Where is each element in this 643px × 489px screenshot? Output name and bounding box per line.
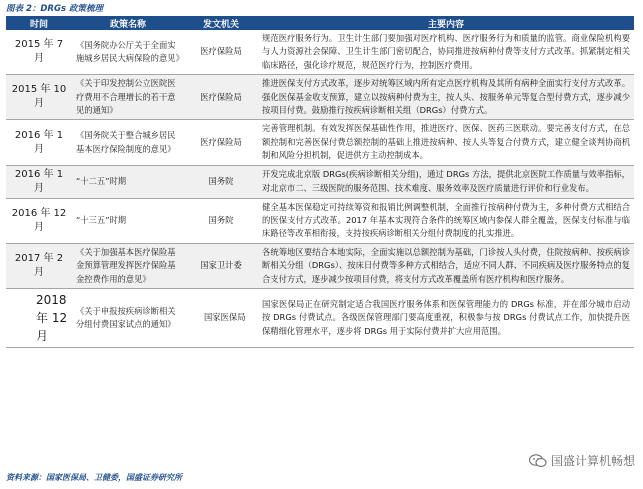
watermark: [529, 452, 635, 469]
row-policy-name: 《关于加强基本医疗保险基金预算管理发挥医疗保险基金控费作用的意见》: [76, 246, 176, 284]
table-row: [6, 120, 634, 165]
row-issuing-agency: 医疗保险局: [200, 136, 242, 147]
row-issuing-agency: 医疗保险局: [200, 46, 242, 57]
header-main-content: 主要内容: [427, 19, 464, 30]
row-issuing-agency: 医疗保险局: [200, 91, 242, 102]
header-time: 时间: [29, 19, 48, 30]
policy-table: [6, 16, 634, 348]
table-header-row: [6, 16, 634, 30]
source-note: 资料来源：国家医保局、卫健委，国盛证券研究所: [6, 473, 182, 482]
row-main-content: 各统筹地区要结合本地实际，全面实施以总额控制为基础，门诊按人头付费，住院按病种、按疾病诊断相关分组（DRGs）、按床日付费等多种方式相结合，适应不同人群、不同疾病及医疗服务特点的复合支付方式，逐步减少按项目付费，将支付方式改革覆盖所有医疗机构和医疗服务。: [262, 246, 630, 284]
row-time: 2015 年 10 月: [11, 84, 67, 110]
row-main-content: 开发完成北京版 DRGs(疾病诊断相关分组)，通过 DRGs 方法，提供北京医院工作质量与效率指标，对北京市二、三级医院的服务范围、技术难度、服务效率及医疗质量进行评价和行业发布。: [262, 169, 630, 193]
row-issuing-agency: 国务院: [208, 175, 234, 186]
policy-table-container: [6, 16, 634, 348]
row-main-content: 推进医保支付方式改革，逐步对统筹区域内所有定点医疗机构及其所有病种全面实行支付方式改革。强化医保基金收支预算，建立以按病种付费为主，按人头、按服务单元等复合型付费方式，逐步减少按项目付费。鼓励推行按疾病诊断相关组（DRGs）付费方式。: [262, 78, 630, 116]
row-time: 2016 年 12 月: [11, 207, 67, 233]
wechat-icon: [529, 454, 547, 468]
table-row: [6, 30, 634, 75]
row-policy-name: 《国务院办公厅关于全面实施城乡居民大病保险的意见》: [76, 39, 184, 64]
table-row: [6, 165, 634, 198]
row-issuing-agency: 国务院: [208, 215, 234, 226]
row-issuing-agency: 国家卫计委: [200, 260, 242, 271]
table-row: [6, 243, 634, 288]
row-policy-name: 《关于印发控制公立医院医疗费用不合理增长的若干意见的通知》: [76, 78, 176, 116]
row-issuing-agency: 国家医保局: [204, 312, 246, 323]
row-time: 2017 年 2 月: [14, 252, 64, 278]
table-row: [6, 198, 634, 243]
header-issuing-agency: 发文机关: [202, 19, 239, 30]
row-main-content: 完善管理机制。有效发挥医保基础性作用，推进医疗、医保、医药三医联动。要完善支付方式，在总额控制和完善医保付费总额控制的基础上推进按病种、按人头等复合付费方式，建立健全谈判协商机制和风险分担机制，促进供方主动控制成本。: [262, 123, 630, 161]
row-main-content: 规范医疗服务行为。卫生计生部门要加强对医疗机构、医疗服务行为和质量的监管。商业保险机构要与人力资源社会保障、卫生计生部门密切配合，协同推进按病种付费等支付方式改革。抓紧制定相关临床路径，强化诊疗规范，规范医疗行为，控制医疗费用。: [262, 33, 630, 70]
header-policy-name: 政策名称: [109, 19, 146, 30]
table-row: [6, 289, 634, 348]
row-main-content: 国家医保局正在研究制定适合我国医疗服务体系和医保管理能力的 DRGs 标准，并在部分城市启动按 DRGs 付费试点。各级医保管理部门要高度重视，积极参与按 DRGs 付费试点工作，加快提升医保精细化管理水平，逐步将 DRGs 用于实际付费并扩大应用范围。: [262, 298, 630, 336]
row-time: 2018 年 12 月: [36, 293, 68, 344]
table-row: [6, 75, 634, 120]
row-main-content: 健全基本医保稳定可持续筹资和报销比例调整机制，全面推行按病种付费为主，多种付费方式相结合的医保支付方式改革。2017 年基本实现符合条件的统筹区域内参保人群全覆盖，医保支付标准与临床路径等改革相衔接，支持按疾病诊断相关分组付费制度的扎实推进。: [262, 201, 630, 239]
row-time: 2016 年 1 月: [14, 168, 64, 194]
table-caption: 图表 2：DRGs 政策梳理: [6, 4, 103, 14]
row-policy-name: 《国务院关于整合城乡居民基本医疗保险制度的意见》: [76, 130, 176, 154]
row-policy-name: “十三五”时期: [76, 215, 127, 226]
row-policy-name: 《关于申报按疾病诊断相关分组付费国家试点的通知》: [76, 305, 176, 330]
row-policy-name: “十二五”时期: [76, 175, 127, 186]
row-time: 2015 年 7 月: [14, 39, 64, 65]
row-time: 2016 年 1 月: [14, 129, 64, 155]
watermark-text: 国盛计算机畅想: [550, 454, 635, 468]
